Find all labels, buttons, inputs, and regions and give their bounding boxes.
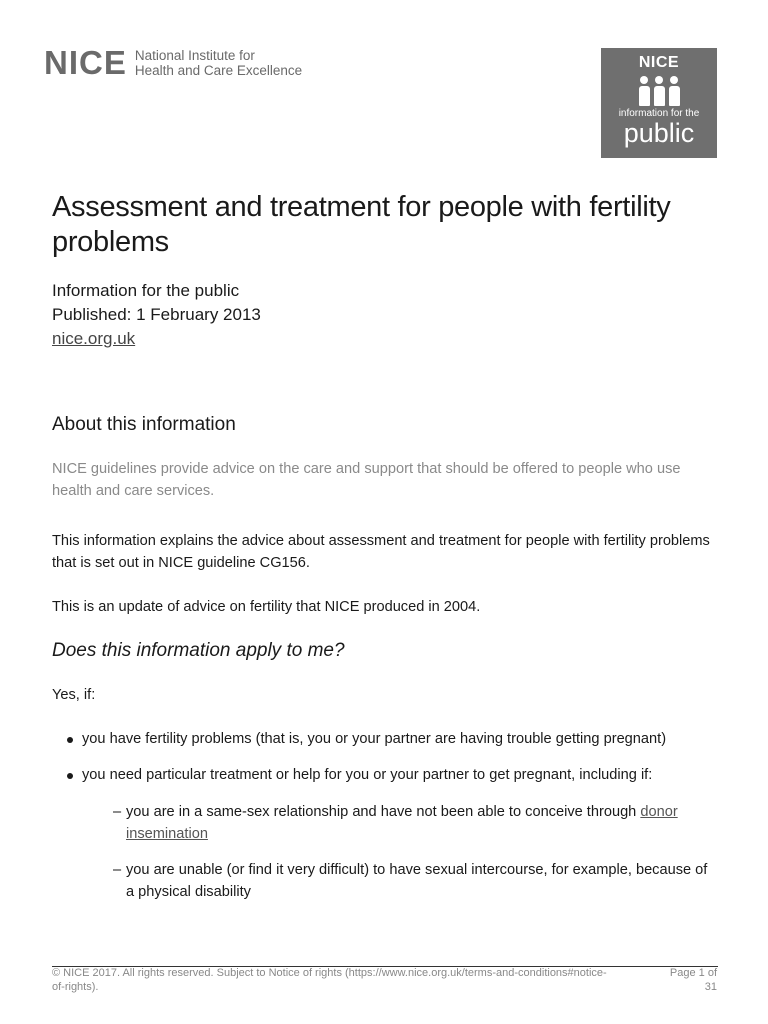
logo-wordmark: NICE [44, 44, 127, 81]
people-icon [601, 76, 717, 108]
apply-lead: Yes, if: [52, 687, 96, 703]
bullet-text-2: you need particular treatment or help for you or your partner to get pregnant, including if: [82, 767, 653, 783]
logo-subtitle [135, 48, 302, 78]
bullet-icon [67, 737, 73, 743]
dash-icon: – [113, 862, 122, 878]
list-item [67, 728, 666, 750]
nice-website-link[interactable]: nice.org.uk [52, 329, 136, 348]
about-paragraph-1: This information explains the advice about assessment and treatment for people with fertility problems that is set out in NICE guideline CG156. [52, 533, 710, 571]
footer-copyright: © NICE 2017. All rights reserved. Subject to Notice of rights (https://www.nice.org.uk/terms-and-conditions#notice-of-rights). [52, 967, 607, 993]
about-intro: NICE guidelines provide advice on the care and support that should be offered to people who use health and care services. [52, 461, 681, 499]
logo-subtitle-line2: Health and Care Excellence [134, 62, 303, 78]
public-information-badge [601, 48, 717, 158]
badge-title: NICE [638, 54, 680, 71]
bullet-icon [67, 773, 73, 779]
nice-logo [44, 46, 302, 79]
badge-public-label: public [623, 118, 695, 148]
document-header [52, 190, 717, 351]
about-heading: About this information [52, 414, 236, 435]
sub-list-item [113, 801, 713, 845]
badge-caption: information for the [618, 108, 700, 119]
dash-icon: – [113, 804, 122, 820]
document-type: Information for the public [52, 281, 240, 300]
publish-date: Published: 1 February 2013 [52, 305, 261, 324]
sub-item-text-2: you are unable (or find it very difficult) to have sexual intercourse, for example, because of a physical disability [126, 862, 708, 900]
document-title: Assessment and treatment for people with fertility problems [52, 191, 671, 258]
logo-subtitle-line1: National Institute for [134, 47, 255, 63]
apply-heading: Does this information apply to me? [52, 640, 345, 661]
list-item [67, 764, 652, 786]
bullet-text-1: you have fertility problems (that is, you or your partner are having trouble getting pregnant) [82, 731, 667, 747]
page-number: Page 1 of 31 [669, 967, 717, 993]
about-paragraph-2: This is an update of advice on fertility that NICE produced in 2004. [52, 599, 481, 615]
document-meta [52, 279, 717, 351]
donor-insemination-link[interactable]: donor insemination [126, 804, 678, 842]
sub-item-text-1: you are in a same-sex relationship and have not been able to conceive through [126, 804, 641, 820]
sub-list-item [113, 859, 713, 903]
